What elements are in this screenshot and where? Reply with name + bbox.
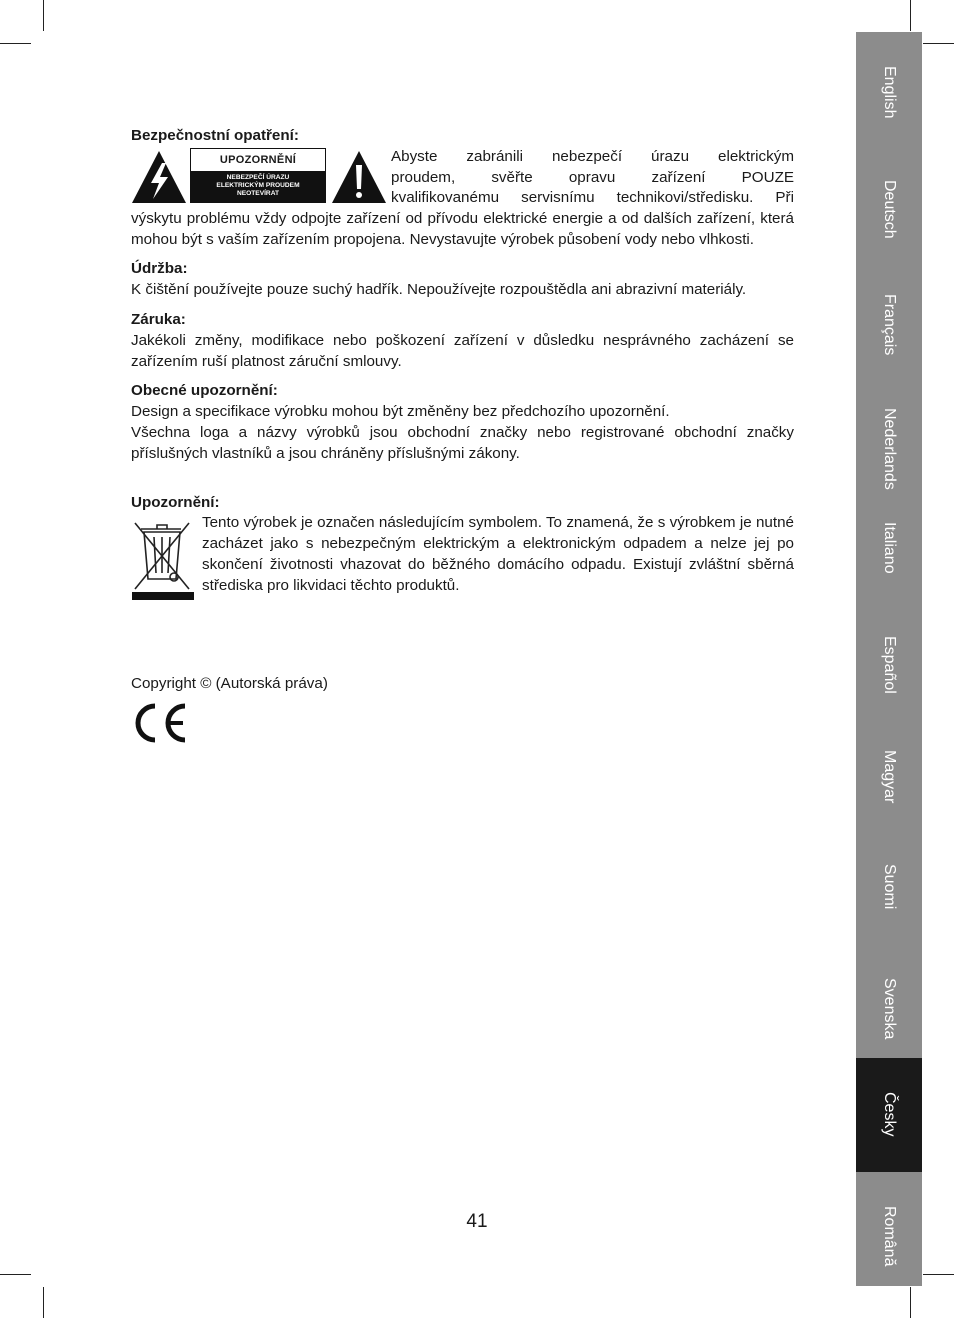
weee-bin-icon bbox=[131, 517, 195, 601]
language-tab-label: Nederlands bbox=[881, 408, 898, 490]
safety-heading: Bezpečnostní opatření: bbox=[131, 127, 299, 144]
warranty-section bbox=[131, 310, 794, 372]
crop-mark bbox=[923, 43, 954, 44]
crop-mark bbox=[910, 0, 911, 31]
language-tab-label: Svenska bbox=[881, 978, 898, 1040]
notice-text: Tento výrobek je označen následujícím symbolem. To znamená, že s výrobkem je nutné zacházet jako s nebezpečným elektrickým a elektronickým odpadem a nelze jej po skončení životnosti vhazovat do běžného domácího odpadu. Existují zvláštní sběrná střediska pro likvidaci těchto produktů. bbox=[202, 514, 794, 594]
language-tab-label: Italiano bbox=[881, 522, 898, 574]
language-tab-label: Magyar bbox=[881, 750, 898, 804]
crop-mark bbox=[0, 1274, 31, 1275]
warranty-heading: Záruka: bbox=[131, 310, 186, 328]
crop-mark bbox=[0, 43, 31, 44]
warning-label bbox=[190, 148, 326, 203]
warning-label-line: ELEKTRICKÝM PROUDEM bbox=[216, 181, 300, 189]
document-body bbox=[131, 126, 794, 610]
warning-label-line: NEBEZPEČÍ ÚRAZU bbox=[226, 173, 290, 181]
crop-mark bbox=[43, 1287, 44, 1318]
language-tab-česky[interactable] bbox=[856, 1058, 922, 1172]
exclamation-warning-icon bbox=[331, 149, 387, 205]
language-tab-nederlands[interactable] bbox=[856, 374, 922, 488]
language-tab-magyar[interactable] bbox=[856, 716, 922, 830]
notice-heading: Upozornění: bbox=[131, 493, 220, 511]
warning-label-text bbox=[191, 171, 325, 202]
safety-intro-line: Abyste zabránili nebezpečí úrazu elektrickým bbox=[391, 147, 794, 165]
electric-shock-warning-icon bbox=[131, 149, 187, 205]
general-text: Všechna loga a názvy výrobků jsou obchodní značky nebo registrované obchodní značky příslušných vlastníků a jsou chráněny příslušnými zákony. bbox=[131, 423, 794, 462]
safety-intro bbox=[391, 147, 794, 209]
language-tab-label: Română bbox=[881, 1206, 898, 1267]
maintenance-section bbox=[131, 259, 794, 301]
crop-mark bbox=[910, 1287, 911, 1318]
crop-mark bbox=[43, 0, 44, 31]
copyright-text: Copyright © (Autorská práva) bbox=[131, 675, 328, 692]
safety-intro-line: proudem, svěřte opravu zařízení POUZE bbox=[391, 168, 794, 186]
page-number: 41 bbox=[466, 1211, 488, 1232]
language-tab-français[interactable] bbox=[856, 260, 922, 374]
general-section bbox=[131, 381, 794, 464]
warning-label-line: NEOTEVÍRAT bbox=[236, 189, 279, 197]
maintenance-text: K čištění používejte pouze suchý hadřík. Nepoužívejte rozpouštědla ani abrazivní materiály. bbox=[131, 281, 747, 299]
language-tab-label: Deutsch bbox=[881, 180, 898, 239]
language-tab-svenska[interactable] bbox=[856, 944, 922, 1058]
safety-intro-line: kvalifikovanému servisnímu technikovi/středisku. Při bbox=[391, 189, 794, 207]
language-tab-română[interactable] bbox=[856, 1172, 922, 1286]
language-tab-deutsch[interactable] bbox=[856, 146, 922, 260]
crop-mark bbox=[923, 1274, 954, 1275]
language-tab-label: Suomi bbox=[881, 864, 898, 910]
language-tab-español[interactable] bbox=[856, 602, 922, 716]
general-heading: Obecné upozornění: bbox=[131, 382, 278, 400]
maintenance-heading: Údržba: bbox=[131, 260, 188, 278]
language-tab-label: English bbox=[881, 66, 898, 119]
language-tab-italiano[interactable] bbox=[856, 488, 922, 602]
notice-section bbox=[131, 493, 794, 602]
safety-warning-row bbox=[131, 147, 794, 209]
language-tab-english[interactable] bbox=[856, 32, 922, 146]
ce-mark-icon bbox=[131, 702, 189, 744]
safety-text: výskytu problému vždy odpojte zařízení od přívodu elektrické energie a od dalších zařízení, která mohou být s vaším zařízením propojena. Nevystavujte výrobek působení vody nebo vlhkosti. bbox=[131, 209, 794, 248]
notice-body bbox=[131, 513, 794, 601]
warranty-text: Jakékoli změny, modifikace nebo poškození zařízení v důsledku nesprávného zacházení se zařízením ruší platnost záruční smlouvy. bbox=[131, 331, 794, 370]
warning-label-title: UPOZORNĚNÍ bbox=[219, 153, 297, 166]
language-tab-label: Español bbox=[881, 636, 898, 694]
safety-section bbox=[131, 126, 794, 250]
language-tabs bbox=[856, 32, 922, 1286]
language-tab-suomi[interactable] bbox=[856, 830, 922, 944]
language-tab-label: Français bbox=[881, 294, 898, 356]
language-tab-label: Česky bbox=[881, 1092, 898, 1137]
general-text: Design a specifikace výrobku mohou být změněny bez předchozího upozornění. bbox=[131, 403, 670, 421]
